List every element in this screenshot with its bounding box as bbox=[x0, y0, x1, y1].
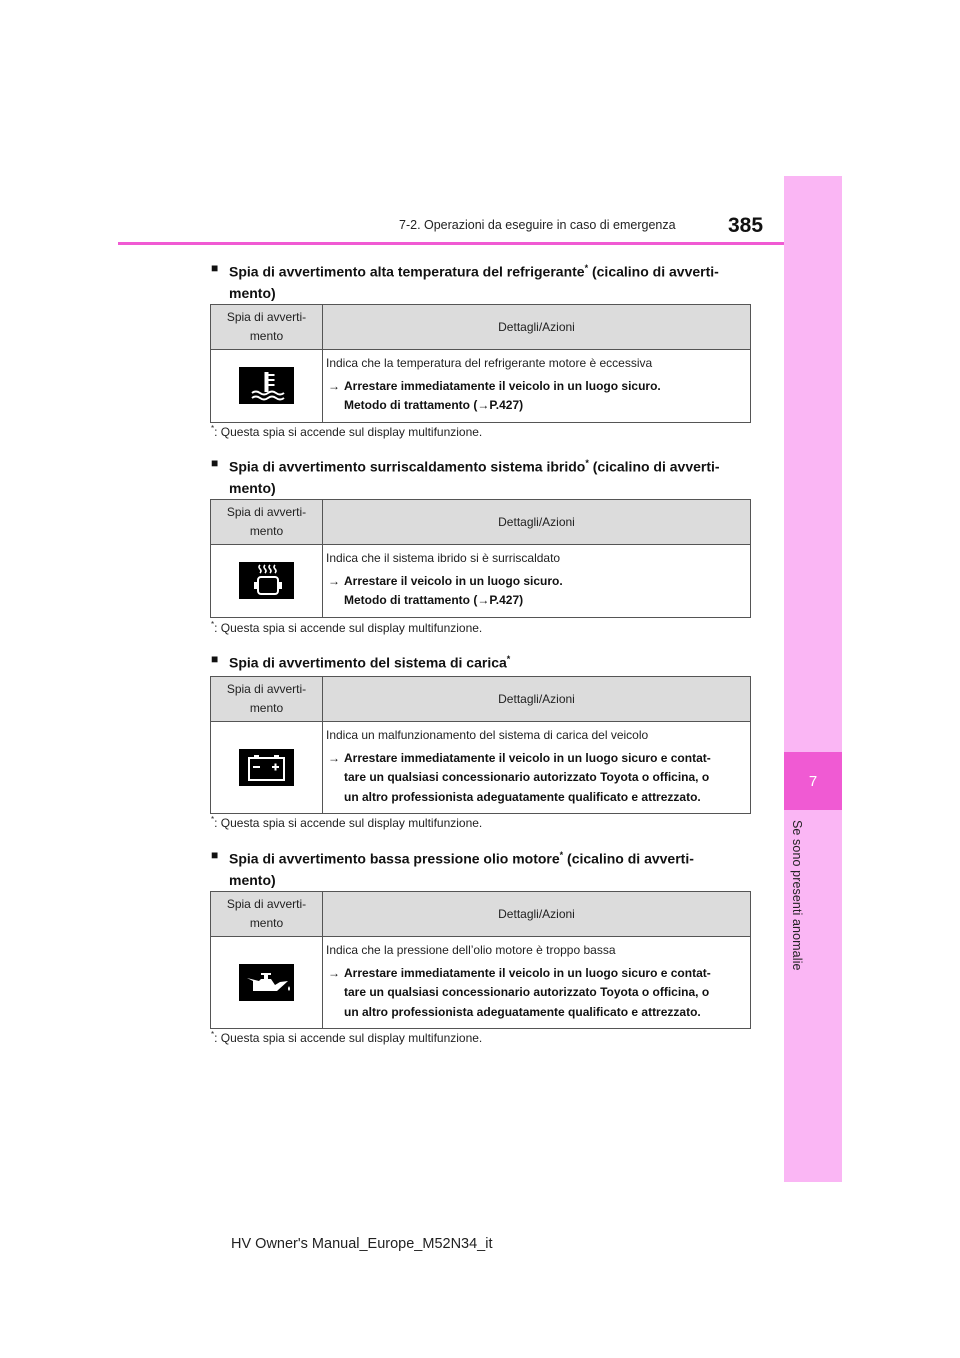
icon-cell bbox=[211, 545, 323, 618]
arrow-icon: → bbox=[477, 593, 490, 607]
action-line-2: tare un qualsiasi concessionario autorizzato Toyota o officina, o bbox=[344, 985, 710, 999]
action-text bbox=[326, 377, 740, 397]
bullet-icon: ■ bbox=[211, 456, 219, 470]
arrow-icon: → bbox=[477, 398, 490, 412]
header-line-1: Spia di avverti- bbox=[226, 897, 307, 911]
section-title-coolant bbox=[211, 258, 751, 304]
header-line-2: mento bbox=[249, 916, 284, 930]
description-text: Indica un malfunzionamento del sistema di carica del veicolo bbox=[326, 728, 649, 742]
action-line-3: un altro professionista adeguatamente qualificato e attrezzato. bbox=[344, 1004, 701, 1019]
header-line-2: mento bbox=[249, 329, 284, 343]
action-line-3: un altro professionista adeguatamente qualificato e attrezzato. bbox=[344, 789, 701, 804]
arrow-icon: → bbox=[328, 965, 340, 980]
description-text: Indica che la temperatura del refrigerante motore è eccessiva bbox=[326, 356, 653, 370]
action-text bbox=[326, 572, 740, 592]
warning-table-coolant bbox=[210, 304, 751, 423]
column-header-details: Dettagli/Azioni bbox=[323, 892, 751, 937]
asterisk: * bbox=[211, 620, 215, 629]
header-line-1: Spia di avverti- bbox=[226, 310, 307, 324]
battery-charge-icon bbox=[239, 749, 294, 786]
footnote bbox=[211, 1030, 482, 1045]
page-number: 385 bbox=[728, 214, 764, 237]
action-label: Arrestare il veicolo in un luogo sicuro. bbox=[344, 573, 563, 588]
title-text: Spia di avvertimento del sistema di carica bbox=[229, 654, 507, 671]
action-line-1: Arrestare immediatamente il veicolo in un luogo sicuro e contat- bbox=[344, 750, 711, 765]
column-header-light bbox=[211, 677, 323, 722]
details-cell bbox=[323, 350, 751, 423]
footnote-text: : Questa spia si accende sul display multifunzione. bbox=[214, 1031, 483, 1045]
column-header-light bbox=[211, 500, 323, 545]
asterisk: * bbox=[585, 458, 589, 468]
header-line-1: Spia di avverti- bbox=[226, 505, 307, 519]
arrow-icon: → bbox=[328, 378, 340, 393]
asterisk: * bbox=[211, 1030, 215, 1039]
arrow-icon: → bbox=[328, 573, 340, 588]
method-reference bbox=[326, 396, 740, 416]
hybrid-overheat-icon bbox=[239, 562, 294, 599]
column-header-light bbox=[211, 305, 323, 350]
asterisk: * bbox=[584, 263, 589, 273]
action-label: Arrestare immediatamente il veicolo in un luogo sicuro. bbox=[344, 378, 661, 393]
title-text: Spia di avvertimento surriscaldamento sistema ibrido bbox=[229, 458, 586, 475]
asterisk: * bbox=[211, 424, 215, 433]
description-text: Indica che la pressione dell’olio motore è troppo bassa bbox=[326, 943, 616, 957]
footnote bbox=[211, 815, 482, 830]
arrow-icon: → bbox=[328, 750, 340, 765]
title-text-wrap: mento) bbox=[229, 871, 276, 888]
action-text bbox=[326, 749, 740, 808]
method-reference bbox=[326, 591, 740, 611]
action-line-2: tare un qualsiasi concessionario autorizzato Toyota o officina, o bbox=[344, 770, 710, 784]
coolant-temperature-icon bbox=[239, 367, 294, 404]
section-title-charging-system bbox=[211, 649, 751, 674]
footnote bbox=[211, 424, 482, 439]
footnote-text: : Questa spia si accende sul display multifunzione. bbox=[214, 816, 483, 830]
icon-cell bbox=[211, 937, 323, 1029]
asterisk: * bbox=[211, 815, 215, 824]
bullet-icon: ■ bbox=[211, 652, 219, 666]
title-text-tail: (cicalino di avverti- bbox=[588, 458, 720, 475]
section-heading: 7-2. Operazioni da eseguire in caso di emergenza bbox=[399, 218, 676, 232]
footnote bbox=[211, 620, 482, 635]
oil-pressure-icon bbox=[239, 964, 294, 1001]
page-reference-link[interactable]: P.427) bbox=[489, 398, 524, 412]
column-header-details: Dettagli/Azioni bbox=[323, 677, 751, 722]
header-divider bbox=[118, 242, 784, 245]
title-text-tail: (cicalino di avverti- bbox=[588, 263, 719, 280]
chapter-number-tab: 7 bbox=[784, 752, 842, 810]
header-line-2: mento bbox=[249, 524, 284, 538]
title-text-wrap: mento) bbox=[229, 479, 276, 496]
footnote-text: : Questa spia si accende sul display multifunzione. bbox=[214, 425, 483, 439]
bullet-icon: ■ bbox=[211, 261, 219, 275]
section-title-hybrid-overheat bbox=[211, 453, 751, 499]
details-cell bbox=[323, 937, 751, 1029]
method-prefix: Metodo di trattamento ( bbox=[344, 593, 478, 607]
title-text: Spia di avvertimento bassa pressione olio motore bbox=[229, 850, 560, 867]
column-header-details: Dettagli/Azioni bbox=[323, 500, 751, 545]
asterisk: * bbox=[506, 654, 511, 664]
icon-cell bbox=[211, 722, 323, 814]
details-cell bbox=[323, 722, 751, 814]
action-text bbox=[326, 964, 740, 1023]
section-title-oil-pressure bbox=[211, 845, 751, 891]
details-cell bbox=[323, 545, 751, 618]
chapter-title-vertical: Se sono presenti anomalie bbox=[790, 820, 804, 971]
method-prefix: Metodo di trattamento ( bbox=[344, 398, 478, 412]
description-text: Indica che il sistema ibrido si è surriscaldato bbox=[326, 551, 561, 565]
title-text-tail: (cicalino di avverti- bbox=[563, 850, 694, 867]
bullet-icon: ■ bbox=[211, 848, 219, 862]
title-text-wrap: mento) bbox=[229, 284, 276, 301]
manual-footer: HV Owner's Manual_Europe_M52N34_it bbox=[231, 1236, 493, 1252]
asterisk: * bbox=[559, 850, 564, 860]
icon-cell bbox=[211, 350, 323, 423]
title-text: Spia di avvertimento alta temperatura del refrigerante bbox=[229, 263, 585, 280]
column-header-light bbox=[211, 892, 323, 937]
warning-table-charging-system bbox=[210, 676, 751, 814]
column-header-details: Dettagli/Azioni bbox=[323, 305, 751, 350]
warning-table-oil-pressure bbox=[210, 891, 751, 1029]
header-line-1: Spia di avverti- bbox=[226, 682, 307, 696]
footnote-text: : Questa spia si accende sul display multifunzione. bbox=[214, 621, 483, 635]
header-line-2: mento bbox=[249, 701, 284, 715]
page-reference-link[interactable]: P.427) bbox=[489, 593, 524, 607]
warning-table-hybrid-overheat bbox=[210, 499, 751, 618]
action-line-1: Arrestare immediatamente il veicolo in un luogo sicuro e contat- bbox=[344, 965, 711, 980]
